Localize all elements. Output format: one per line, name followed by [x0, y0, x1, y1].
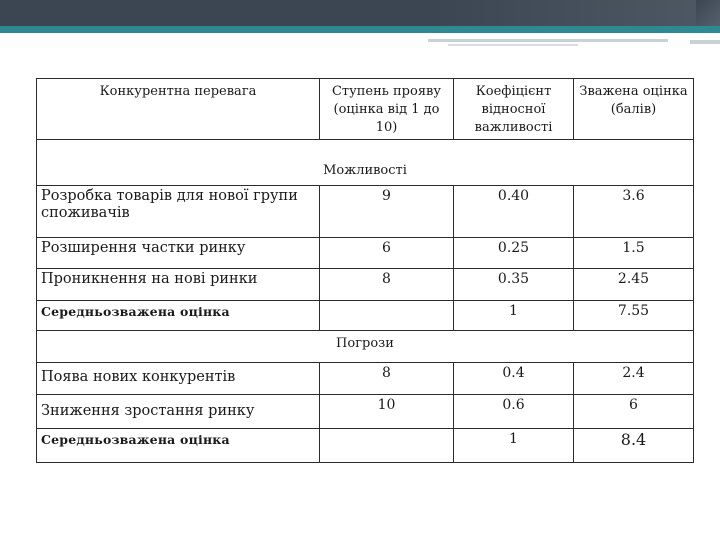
competitive-advantage-table — [36, 78, 694, 463]
weighted-cell: 6 — [574, 394, 694, 428]
row-label: Проникнення на нові ринки — [37, 269, 320, 300]
table-row — [37, 269, 694, 300]
weighted-total-cell: 7.55 — [574, 300, 694, 330]
coef-cell: 0.25 — [454, 238, 574, 269]
table-row — [37, 394, 694, 428]
decor-line — [690, 40, 720, 44]
table-row — [37, 186, 694, 238]
slide-header-accent — [0, 26, 720, 33]
coef-cell: 0.4 — [454, 362, 574, 394]
degree-cell: 10 — [320, 394, 454, 428]
slide-header-gradient — [0, 0, 720, 26]
row-label: Розширення частки ринку — [37, 238, 320, 269]
total-row — [37, 428, 694, 462]
weighted-total-cell: 8.4 — [574, 428, 694, 462]
empty-cell — [320, 300, 454, 330]
weighted-cell: 3.6 — [574, 186, 694, 238]
header-cell: Ступень прояву (оцінка від 1 до 10) — [320, 79, 454, 140]
total-row — [37, 300, 694, 330]
empty-cell — [320, 428, 454, 462]
coef-total-cell: 1 — [454, 428, 574, 462]
decor-line — [448, 44, 578, 46]
row-label: Розробка товарів для нової групи споживачів — [37, 186, 320, 238]
table-row — [37, 238, 694, 269]
degree-cell: 8 — [320, 269, 454, 300]
total-label: Середньозважена оцінка — [37, 300, 320, 330]
coef-cell: 0.40 — [454, 186, 574, 238]
weighted-cell: 1.5 — [574, 238, 694, 269]
degree-cell: 6 — [320, 238, 454, 269]
slide-header-corner — [696, 0, 720, 26]
table-row — [37, 362, 694, 394]
degree-cell: 9 — [320, 186, 454, 238]
section-title: Погрози — [336, 335, 394, 351]
weighted-cell: 2.4 — [574, 362, 694, 394]
header-row — [37, 79, 694, 140]
coef-total-cell: 1 — [454, 300, 574, 330]
degree-cell: 8 — [320, 362, 454, 394]
decor-line — [428, 39, 668, 42]
section-title: Можливості — [323, 163, 407, 179]
total-label: Середньозважена оцінка — [37, 428, 320, 462]
row-label: Зниження зростання ринку — [37, 394, 320, 428]
coef-cell: 0.35 — [454, 269, 574, 300]
coef-cell: 0.6 — [454, 394, 574, 428]
section-row-threats — [37, 330, 694, 362]
section-row-opportunities — [37, 140, 694, 186]
weighted-cell: 2.45 — [574, 269, 694, 300]
row-label: Поява нових конкурентів — [37, 362, 320, 394]
header-cell: Зважена оцінка (балів) — [574, 79, 694, 140]
header-cell: Коефіцієнт відносної важливості — [454, 79, 574, 140]
header-cell: Конкурентна перевага — [37, 79, 320, 140]
